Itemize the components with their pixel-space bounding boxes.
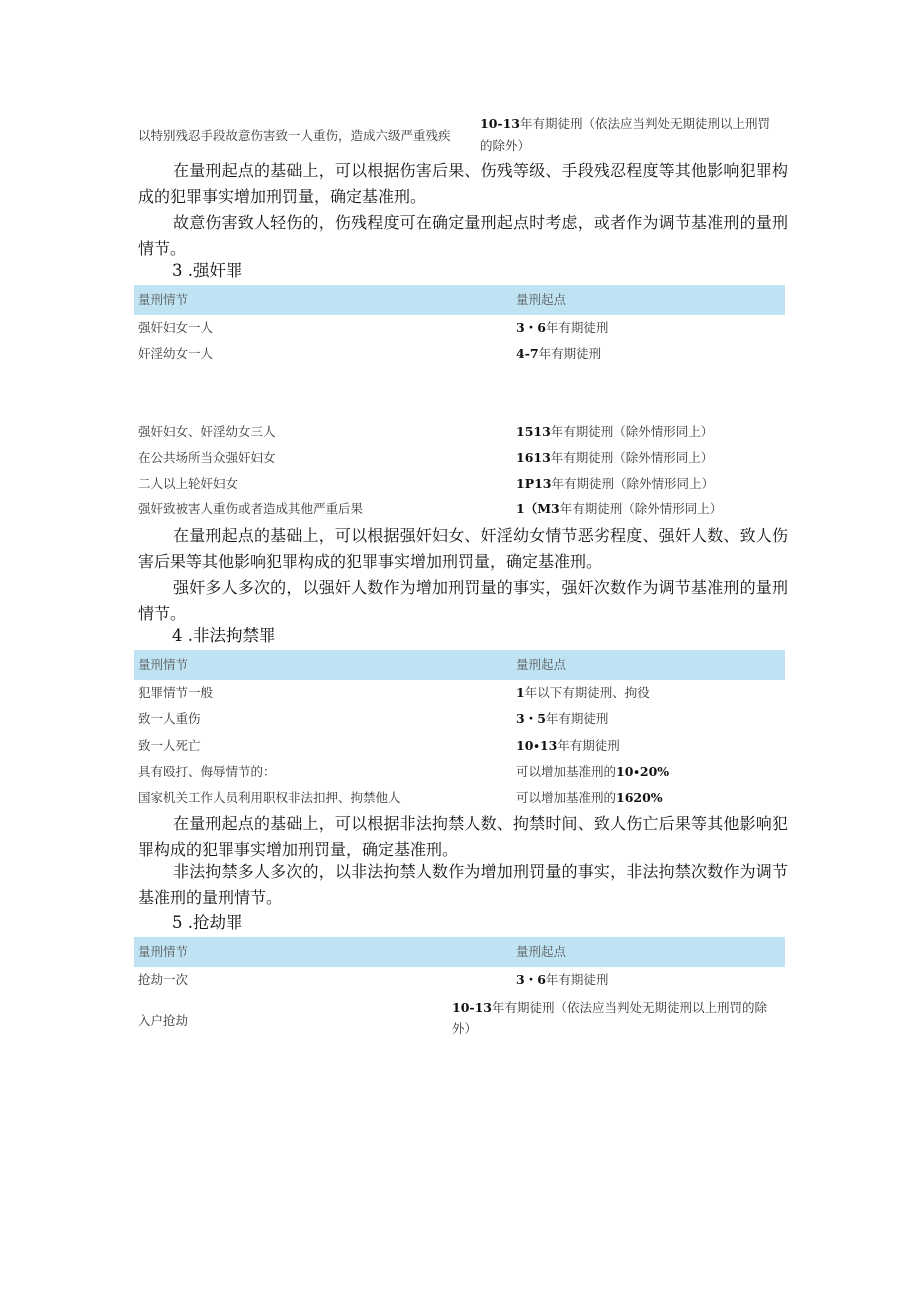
paragraph: 在量刑起点的基础上，可以根据强奸妇女、奸淫幼女情节恶劣程度、强奸人数、致人伤害后果等其他影响犯罪构成的犯罪事实增加刑罚量，确定基准刑。 — [138, 526, 788, 571]
header-col1: 量刑情节 — [138, 944, 189, 959]
circumstance-cell: 以特别残忍手段故意伤害致一人重伤，造成六级严重残疾 — [138, 128, 451, 143]
penalty-cell — [516, 424, 713, 440]
penalty-number: 3・6 — [516, 972, 546, 987]
penalty-number: 3・5 — [516, 711, 546, 726]
header-col1: 量刑情节 — [138, 657, 189, 672]
penalty-prefix: 可以增加基准刑的 — [516, 790, 617, 805]
penalty-text: 年有期徒刑 — [545, 320, 609, 335]
circumstance-cell: 二人以上轮奸妇女 — [138, 476, 239, 491]
penalty-number: 10∙13 — [516, 738, 558, 753]
circumstance-cell: 入户抢劫 — [138, 1013, 189, 1028]
circumstance-cell: 犯罪情节一般 — [138, 685, 214, 700]
penalty-number: 1613 — [516, 450, 551, 465]
paragraph: 在量刑起点的基础上，可以根据非法拘禁人数、拘禁时间、致人伤亡后果等其他影响犯罪构成的犯罪事实增加刑罚量，确定基准刑。 — [138, 814, 788, 859]
penalty-text: 年有期徒刑（除外情形同上） — [551, 476, 715, 491]
penalty-text-cont: 外） — [452, 1021, 478, 1036]
penalty-number: 10∙20% — [616, 764, 670, 779]
paragraph: 故意伤害致人轻伤的，伤残程度可在确定量刑起点时考虑，或者作为调节基准刑的量刑情节。 — [138, 213, 788, 258]
circumstance-cell: 在公共场所当众强奸妇女 — [138, 450, 276, 465]
penalty-cell — [516, 450, 713, 466]
penalty-number: 1 — [516, 685, 525, 700]
penalty-text: 年有期徒刑（除外情形同上） — [559, 501, 723, 516]
penalty-cell — [516, 501, 722, 517]
circumstance-cell: 抢劫一次 — [138, 972, 189, 987]
penalty-cell — [516, 346, 601, 362]
penalty-number: 4-7 — [516, 346, 539, 361]
circumstance-cell: 强奸妇女一人 — [138, 320, 214, 335]
penalty-number: 1P13 — [516, 476, 552, 491]
penalty-text: 年有期徒刑 — [557, 738, 620, 753]
penalty-number: 1513 — [516, 424, 551, 439]
penalty-cell — [516, 320, 608, 336]
table-row-range-cont — [480, 138, 530, 154]
table-row-range — [452, 1000, 767, 1016]
circumstance-cell: 国家机关工作人员利用职权非法扣押、拘禁他人 — [138, 790, 401, 805]
section-heading: 3 .强奸罪 — [172, 261, 243, 280]
penalty-cell — [516, 476, 714, 492]
circumstance-cell: 致一人死亡 — [138, 738, 201, 753]
penalty-number: 10-13 — [452, 1000, 492, 1015]
range-text: 年有期徒刑（依法应当判处无期徒刑以上刑罚 — [519, 116, 770, 131]
range-number: 10-13 — [480, 116, 520, 131]
header-col2: 量刑起点 — [516, 657, 567, 672]
penalty-cell — [516, 685, 650, 701]
table-header — [134, 650, 785, 680]
table-row-range — [480, 116, 770, 132]
circumstance-cell: 强奸妇女、奸淫幼女三人 — [138, 424, 276, 439]
circumstance-cell: 奸淫幼女一人 — [138, 346, 214, 361]
penalty-text: 年有期徒刑（除外情形同上） — [550, 450, 714, 465]
header-col1: 量刑情节 — [138, 292, 189, 307]
penalty-number: 1（M3 — [516, 501, 560, 516]
penalty-cell — [516, 972, 608, 988]
penalty-text: 年有期徒刑 — [545, 711, 609, 726]
table-header — [134, 285, 785, 315]
penalty-text: 年有期徒刑（除外情形同上） — [550, 424, 714, 439]
header-col2: 量刑起点 — [516, 944, 567, 959]
paragraph: 强奸多人多次的，以强奸人数作为增加刑罚量的事实，强奸次数作为调节基准刑的量刑情节。 — [138, 578, 788, 623]
penalty-cell — [516, 764, 669, 780]
penalty-text: 年有期徒刑 — [545, 972, 609, 987]
penalty-number: 1620% — [616, 790, 663, 805]
circumstance-cell: 具有殴打、侮辱情节的： — [138, 764, 276, 779]
range-text-cont: 的除外） — [480, 138, 531, 153]
paragraph: 在量刑起点的基础上，可以根据伤害后果、伤残等级、手段残忍程度等其他影响犯罪构成的犯罪事实增加刑罚量，确定基准刑。 — [138, 161, 788, 206]
header-col2: 量刑起点 — [516, 292, 567, 307]
penalty-text: 年有期徒刑（依法应当判处无期徒刑以上刑罚的除 — [491, 1000, 767, 1015]
table-header — [134, 937, 785, 967]
paragraph: 非法拘禁多人多次的，以非法拘禁人数作为增加刑罚量的事实，非法拘禁次数作为调节基准刑的量刑情节。 — [138, 862, 788, 907]
circumstance-cell: 致一人重伤 — [138, 711, 201, 726]
section-heading: 5 .抢劫罪 — [172, 913, 243, 932]
circumstance-cell: 强奸致被害人重伤或者造成其他严重后果 — [138, 501, 364, 516]
penalty-text: 年以下有期徒刑、拘役 — [524, 685, 650, 700]
penalty-cell — [516, 738, 620, 754]
penalty-prefix: 可以增加基准刑的 — [516, 764, 617, 779]
penalty-text: 年有期徒刑 — [538, 346, 602, 361]
penalty-cell — [516, 790, 663, 806]
penalty-number: 3・6 — [516, 320, 546, 335]
section-heading: 4 .非法拘禁罪 — [172, 626, 276, 645]
table-row-range-cont — [452, 1021, 477, 1037]
penalty-cell — [516, 711, 608, 727]
